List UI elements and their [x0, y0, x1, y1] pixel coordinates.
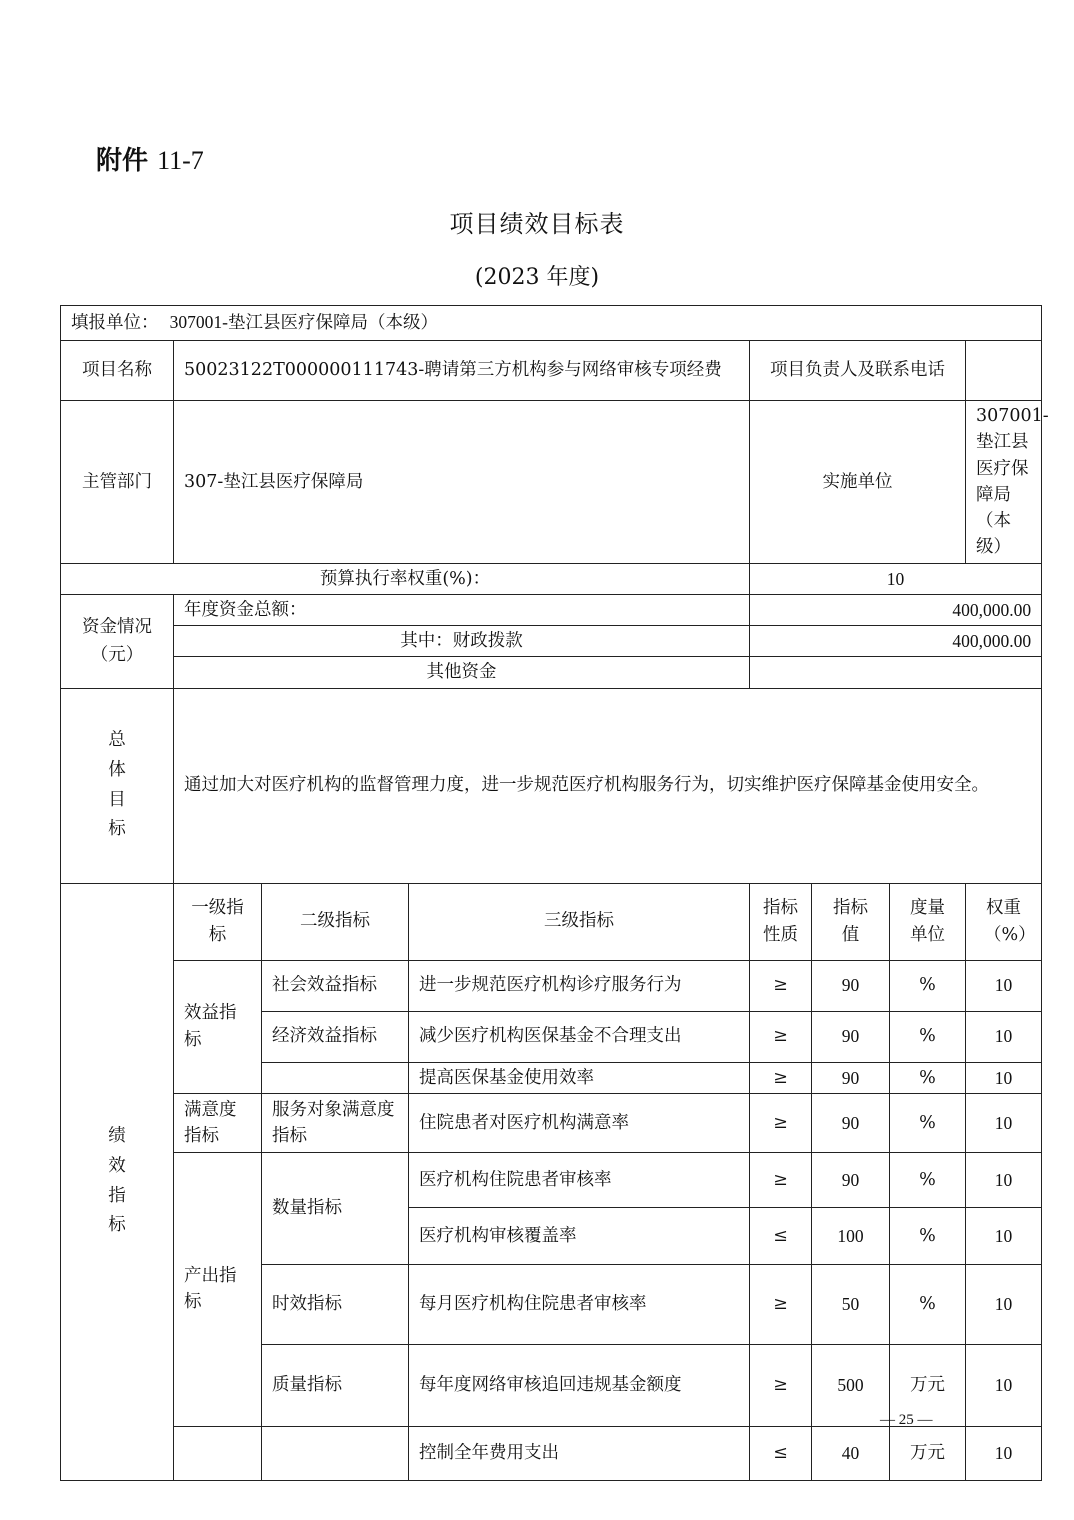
- department-row: [61, 401, 1042, 564]
- row-value: 90: [812, 1062, 890, 1093]
- row-weight: 10: [966, 1152, 1042, 1207]
- budget-rate-row: [61, 563, 1042, 594]
- row-weight: 10: [966, 1264, 1042, 1344]
- row-l3: 提高医保基金使用效率: [409, 1062, 750, 1093]
- row-weight: 10: [966, 1344, 1042, 1426]
- implementer-value: 307001-垫江县医疗保障局（本级）: [966, 401, 1042, 564]
- subgroup-service: 服务对象满意度指标: [262, 1093, 409, 1152]
- page-number: — 25 —: [880, 1412, 933, 1428]
- filing-unit-row: [61, 306, 1042, 341]
- funds-total-row: [61, 594, 1042, 625]
- header-level1: 一级指标: [174, 883, 262, 960]
- overall-goal-row: [61, 688, 1042, 883]
- indicators-section-label-text: 绩效指标: [108, 1126, 126, 1236]
- row-nature: ≥: [750, 1011, 812, 1062]
- header-level2: 二级指标: [262, 883, 409, 960]
- page-title: 项目绩效目标表: [449, 210, 625, 238]
- row-nature: ≥: [750, 1152, 812, 1207]
- row-unit: %: [890, 1011, 966, 1062]
- row-value: 100: [812, 1207, 890, 1264]
- row-unit: 万元: [890, 1426, 966, 1480]
- funds-other-label: 其他资金: [174, 657, 750, 688]
- table-row: [61, 960, 1042, 1011]
- table-row: [61, 1426, 1042, 1480]
- row-unit: %: [890, 1062, 966, 1093]
- row-nature: ≥: [750, 1093, 812, 1152]
- row-value: 90: [812, 960, 890, 1011]
- row-l3: 住院患者对医疗机构满意率: [409, 1093, 750, 1152]
- attachment-label: [96, 140, 204, 177]
- group-benefit: 效益指标: [174, 960, 262, 1093]
- subgroup-empty: [262, 1062, 409, 1093]
- filing-unit-label: 填报单位：: [71, 313, 159, 334]
- funds-fiscal-row: [61, 626, 1042, 657]
- row-l3: 医疗机构审核覆盖率: [409, 1207, 750, 1264]
- row-nature: ≥: [750, 1344, 812, 1426]
- header-weight: 权重（%）: [966, 883, 1042, 960]
- indicator-header-row: [61, 883, 1042, 960]
- funds-other-row: [61, 657, 1042, 688]
- budget-rate-value: 10: [750, 563, 1042, 594]
- subgroup-economic: 经济效益指标: [262, 1011, 409, 1062]
- row-weight: 10: [966, 1426, 1042, 1480]
- row-value: 500: [812, 1344, 890, 1426]
- attachment-number: 11-7: [157, 146, 204, 175]
- contact-value: [966, 341, 1042, 401]
- project-name-label: 项目名称: [61, 341, 174, 401]
- row-value: 90: [812, 1093, 890, 1152]
- budget-rate-label: 预算执行率权重(%)：: [61, 563, 750, 594]
- subgroup-empty: [262, 1426, 409, 1480]
- funds-fiscal-value: 400,000.00: [750, 626, 1042, 657]
- row-value: 90: [812, 1152, 890, 1207]
- row-weight: 10: [966, 960, 1042, 1011]
- row-l3: 每月医疗机构住院患者审核率: [409, 1264, 750, 1344]
- row-unit: 万元: [890, 1344, 966, 1426]
- group-satisfaction: 满意度指标: [174, 1093, 262, 1152]
- funds-total-value: 400,000.00: [750, 594, 1042, 625]
- row-nature: ≥: [750, 1062, 812, 1093]
- project-name-row: [61, 341, 1042, 401]
- row-unit: %: [890, 1264, 966, 1344]
- row-l3: 进一步规范医疗机构诊疗服务行为: [409, 960, 750, 1011]
- row-value: 90: [812, 1011, 890, 1062]
- funds-other-value: [750, 657, 1042, 688]
- row-weight: 10: [966, 1062, 1042, 1093]
- filing-unit-value: 307001-垫江县医疗保障局（本级）: [169, 312, 438, 333]
- row-unit: %: [890, 1152, 966, 1207]
- project-name-value: 50023122T000000111743-聘请第三方机构参与网络审核专项经费: [174, 341, 750, 401]
- header-level3: 三级指标: [409, 883, 750, 960]
- row-weight: 10: [966, 1093, 1042, 1152]
- row-l3: 医疗机构住院患者审核率: [409, 1152, 750, 1207]
- overall-goal-text: 通过加大对医疗机构的监督管理力度，进一步规范医疗机构服务行为，切实维护医疗保障基金使用安全。: [174, 688, 1042, 883]
- department-label: 主管部门: [61, 401, 174, 564]
- table-row: [61, 1093, 1042, 1152]
- row-nature: ≥: [750, 1264, 812, 1344]
- overall-goal-label-text: 总体目标: [108, 730, 126, 840]
- row-unit: %: [890, 1093, 966, 1152]
- indicators-section-label: [61, 883, 174, 1480]
- subgroup-quantity: 数量指标: [262, 1152, 409, 1264]
- subgroup-timeliness: 时效指标: [262, 1264, 409, 1344]
- attachment-word: 附件: [96, 146, 149, 176]
- page-subtitle: (2023 年度): [474, 265, 600, 290]
- row-unit: %: [890, 960, 966, 1011]
- row-value: 50: [812, 1264, 890, 1344]
- group-empty: [174, 1426, 262, 1480]
- performance-table: [60, 305, 1049, 1481]
- funds-total-label: 年度资金总额：: [174, 594, 750, 625]
- subgroup-quality: 质量指标: [262, 1344, 409, 1426]
- row-l3: 减少医疗机构医保基金不合理支出: [409, 1011, 750, 1062]
- header-unit: 度量单位: [890, 883, 966, 960]
- row-l3: 控制全年费用支出: [409, 1426, 750, 1480]
- funds-fiscal-label: 其中：财政拨款: [174, 626, 750, 657]
- row-weight: 10: [966, 1011, 1042, 1062]
- implementer-label: 实施单位: [750, 401, 966, 564]
- row-unit: %: [890, 1207, 966, 1264]
- overall-goal-label: [61, 688, 174, 883]
- subgroup-social: 社会效益指标: [262, 960, 409, 1011]
- row-weight: 10: [966, 1207, 1042, 1264]
- header-nature: 指标性质: [750, 883, 812, 960]
- department-value: 307-垫江县医疗保障局: [174, 401, 750, 564]
- row-nature: ≤: [750, 1426, 812, 1480]
- group-output: 产出指标: [174, 1152, 262, 1426]
- row-value: 40: [812, 1426, 890, 1480]
- contact-label: 项目负责人及联系电话: [750, 341, 966, 401]
- table-row: [61, 1152, 1042, 1207]
- header-value: 指标值: [812, 883, 890, 960]
- row-nature: ≤: [750, 1207, 812, 1264]
- row-nature: ≥: [750, 960, 812, 1011]
- row-l3: 每年度网络审核追回违规基金额度: [409, 1344, 750, 1426]
- funds-label: 资金情况（元）: [61, 594, 174, 688]
